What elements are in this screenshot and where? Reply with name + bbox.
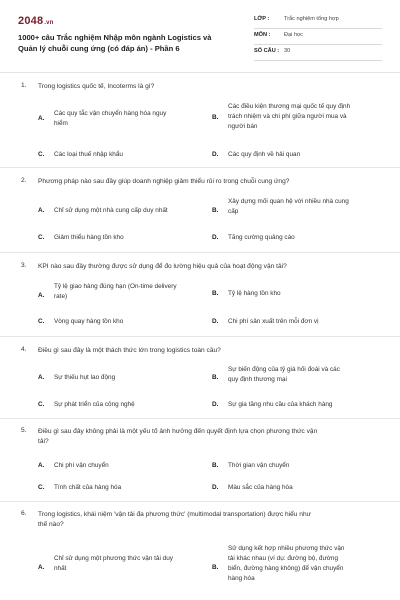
option-text: Vòng quay hàng tồn kho [54,318,124,325]
option-letter: A. [38,207,45,214]
option-line: Xây dựng mối quan hệ với nhiều nhà cung [228,198,349,205]
question-number: 5. [21,427,27,434]
option-letter: A. [38,374,45,381]
option-line: quy định thương mại [228,376,287,383]
question-line: Trong logistics, khái niệm 'vận tải đa phương thức' (multimodal transportation) được hiểu như [38,511,312,518]
logo-suffix: .vn [44,20,54,26]
option-letter: D. [212,401,219,408]
option-text: Các loại thuế nhập khẩu [54,151,123,158]
option-text: Chỉ sử dụng một nhà cung cấp duy nhất [54,207,168,214]
question-number: 1. [21,82,27,89]
option-letter: B. [212,564,219,571]
option-text: Chi phí vận chuyển [54,462,109,469]
option-text [228,544,344,584]
option-line: người bán [228,123,258,130]
option-text: Tỷ lệ hàng tồn kho [228,290,281,297]
document-title [18,33,233,54]
option-letter: C. [38,401,45,408]
option-letter: A. [38,564,45,571]
question-divider [0,252,400,253]
question-number: 6. [21,510,27,517]
meta-value: Đại học [284,32,303,38]
option-line: Các điều kiện thương mại quốc tế quy định [228,103,351,110]
option-letter: A. [38,115,45,122]
question-text: Phương pháp nào sau đây giúp doanh nghiệp giảm thiểu rủi ro trong chuỗi cung ứng? [38,178,290,185]
question-number: 4. [21,346,27,353]
question-text: KPI nào sau đây thường được sử dụng để đo lường hiệu quả của hoạt động vận tải? [38,263,287,270]
option-text: Màu sắc của hàng hóa [228,484,293,491]
header-divider [0,72,400,73]
option-letter: B. [212,290,219,297]
option-line: biển, đường hàng không) để vận chuyển [228,565,344,572]
option-letter: D. [212,484,219,491]
option-line: tải khác nhau (ví dụ: đường bộ, đường [228,555,339,562]
option-line: rate) [54,293,68,300]
option-text: Tính chất của hàng hóa [54,484,122,491]
option-letter: D. [212,234,219,241]
option-letter: C. [38,318,45,325]
option-line: Các quy tắc vận chuyển hàng hóa nguy [54,110,167,117]
header [0,0,400,72]
option-text [54,554,173,574]
option-text [228,365,340,385]
option-letter: B. [212,114,219,121]
question-divider [0,418,400,419]
option-text: Giảm thiểu hàng tồn kho [54,234,124,241]
question-number: 2. [21,177,27,184]
option-line: Tỷ lệ giao hàng đúng hạn (On-time delivery [54,283,177,290]
question-divider [0,501,400,502]
question-number: 3. [21,262,27,269]
option-letter: B. [212,374,219,381]
option-letter: B. [212,462,219,469]
option-letter: C. [38,484,45,491]
option-text: Sự thiếu hụt lao động [54,374,116,381]
option-text: Các quy định về hải quan [228,151,301,158]
question-line: Điều gì sau đây không phải là một yếu tố ảnh hưởng đến quyết định lựa chọn phương thức vận [38,428,318,435]
meta-info [254,13,382,61]
option-text: Thời gian vận chuyển [228,462,290,469]
option-line: Chỉ sử dụng một phương thức vận tải duy [54,555,173,562]
title-line-1: 1000+ câu Trắc nghiệm Nhập môn ngành Logistics và [18,33,212,42]
option-letter: D. [212,318,219,325]
meta-row-subject [254,29,382,45]
meta-value: Trắc nghiệm tổng hợp [284,16,339,22]
meta-row-class [254,13,382,29]
option-line: hiểm [54,120,68,127]
option-text: Sự gia tăng nhu cầu của khách hàng [228,401,333,408]
question-text [38,427,373,447]
option-letter: D. [212,151,219,158]
question-divider [0,167,400,168]
option-text: Sự phát triển của công nghệ [54,401,135,408]
option-text: Chi phí sản xuất trên mỗi đơn vị [228,318,319,325]
meta-key: LỚP : [254,16,270,22]
option-letter: A. [38,292,45,299]
question-text [38,510,373,530]
option-line: Sử dụng kết hợp nhiều phương thức vận [228,545,345,552]
site-logo[interactable] [18,15,54,27]
option-line: cấp [228,208,239,215]
question-text: Trong logistics quốc tế, Incoterms là gì? [38,83,155,90]
meta-value: 30 [284,48,291,54]
question-line: tải? [38,438,49,445]
option-line: nhất [54,565,67,572]
option-text [54,282,177,302]
meta-key: MÔN : [254,32,271,38]
option-text [228,197,349,217]
title-line-2: Quản lý chuỗi cung ứng (có đáp án) - Phần 6 [18,43,180,53]
logo-text: 2048 [18,15,44,27]
option-line: Sự biến động của tỷ giá hối đoái và các [228,366,340,373]
question-line: thế nào? [38,521,64,528]
meta-row-count [254,45,382,61]
option-text [54,109,166,129]
option-letter: C. [38,151,45,158]
option-text [228,102,350,132]
option-line: hàng hóa [228,575,255,582]
option-letter: A. [38,462,45,469]
option-letter: C. [38,234,45,241]
question-divider [0,336,400,337]
option-letter: B. [212,207,219,214]
question-text: Điều gì sau đây là một thách thức lớn trong logistics toàn cầu? [38,347,221,354]
meta-key: SỐ CÂU : [254,48,280,54]
option-line: trách nhiệm và chi phí giữa người mua và [228,113,347,120]
option-text: Tăng cường quảng cáo [228,234,295,241]
